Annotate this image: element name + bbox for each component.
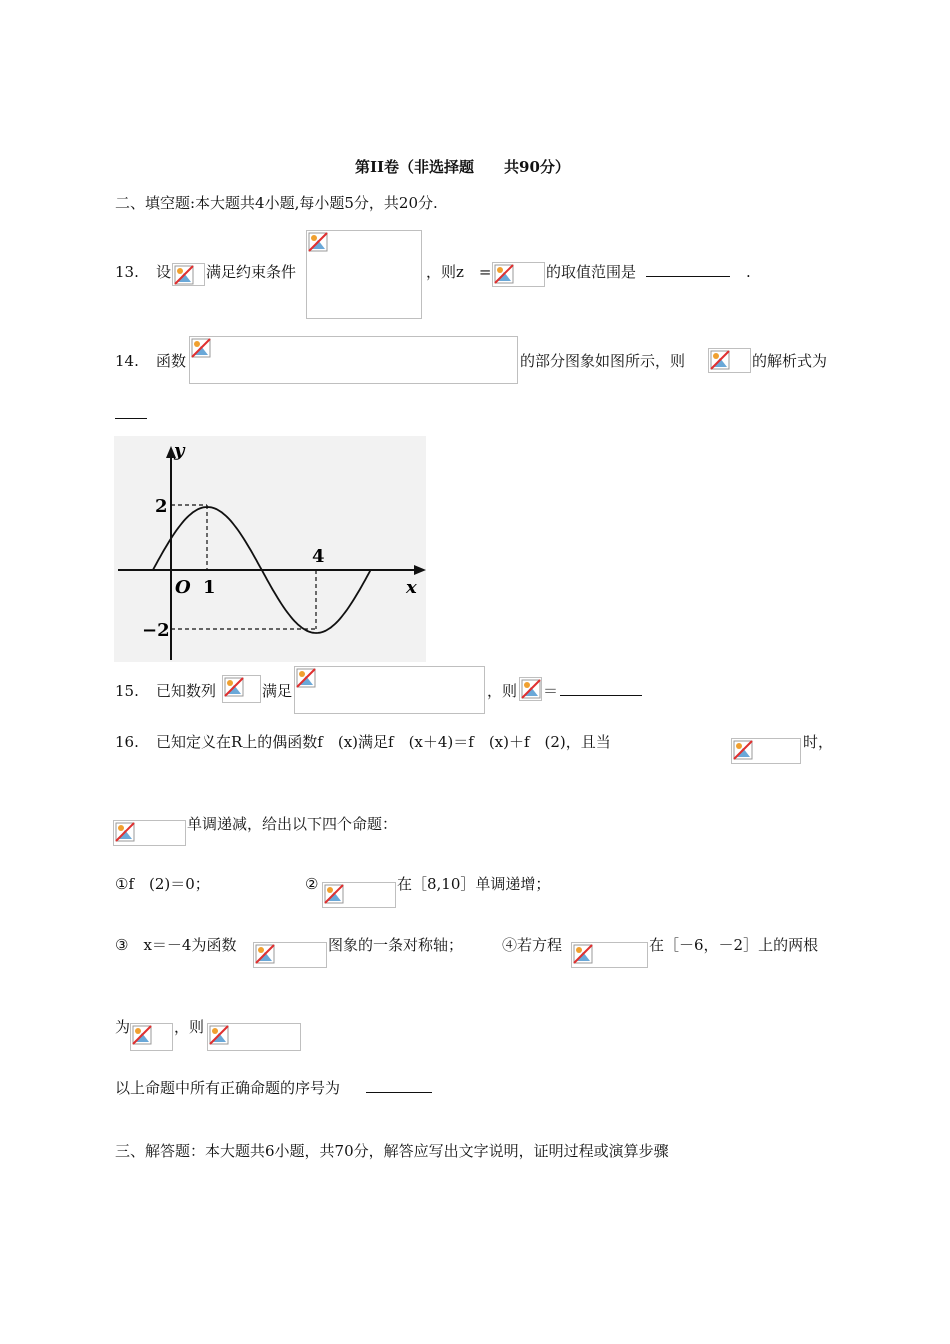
q13-number: 13. [115,263,139,281]
q14-text-3: 的解析式为 [752,352,828,370]
image-placeholder [519,677,542,701]
q14-number: 14. [115,352,139,370]
q13-text-4: 的取值范围是 [546,263,637,281]
q16-prop1: ①f (2)＝0； [115,875,210,893]
broken-image-icon [733,740,753,760]
part3-heading: 三、解答题：本大题共6小题，共70分，解答应写出文字说明，证明过程或演算步骤 [115,1142,669,1160]
q16-line2: 单调递减，给出以下四个命题： [187,815,398,833]
image-placeholder [189,336,518,384]
q13-text-5: . [746,263,751,281]
q16-ask: 以上命题中所有正确命题的序号为 [115,1079,341,1097]
q15-text-1: 已知数列 [156,682,217,700]
image-placeholder [294,666,485,714]
image-placeholder [571,942,648,968]
image-placeholder [222,675,261,703]
q15-answer-blank [560,681,642,701]
q16-prop4-label: ④若方程 [502,936,563,954]
broken-image-icon [174,265,194,285]
q16-prop3: ③ x＝－4为函数 [115,936,237,954]
q13-text-2: 满足约束条件 [206,263,297,281]
q13-text-1: 设 [156,263,172,281]
origin-label: O [175,577,191,598]
broken-image-icon [209,1025,229,1045]
y-axis-label: y [174,440,185,461]
x-axis-label: x [406,577,417,598]
broken-image-icon [132,1025,152,1045]
part2-heading: 二、填空题:本大题共4小题,每小题5分，共20分. [115,194,438,212]
q15-text-3: ，则 [487,682,518,700]
image-placeholder [322,882,396,908]
broken-image-icon [573,944,593,964]
broken-image-icon [494,264,514,284]
image-placeholder [708,348,751,373]
image-placeholder [492,262,545,287]
q14-text-1: 函数 [156,352,187,370]
broken-image-icon [521,679,541,699]
sine-graph [114,436,426,662]
q16-prop2-text: 在［8,10］单调递增； [397,875,551,893]
broken-image-icon [308,232,328,252]
q13-answer-blank [646,262,730,282]
q16-prop2-label: ② [305,875,319,893]
broken-image-icon [224,677,244,697]
q15-number: 15. [115,682,139,700]
image-placeholder [113,820,186,846]
q16-answer-blank [366,1078,432,1098]
broken-image-icon [324,884,344,904]
q15-text-2: 满足 [262,682,293,700]
image-placeholder [130,1023,173,1051]
q15-text-4: ＝ [543,682,559,700]
q16-roots-text-1: 为 [115,1018,131,1036]
broken-image-icon [191,338,211,358]
y-tick-neg2: −2 [142,620,170,641]
q16-roots-text-2: ，则 [174,1018,205,1036]
image-placeholder [253,942,327,968]
q16-number: 16. [115,733,139,751]
q16-line1: 已知定义在R上的偶函数f (x)满足f (x＋4)＝f (x)＋f (2)，且当 [156,733,611,751]
y-tick-2: 2 [155,496,168,517]
image-placeholder [731,738,801,764]
section-title: 第II卷（非选择题 共90分） [355,158,570,176]
q16-prop3-end: 图象的一条对称轴； [328,936,464,954]
q13-text-3: ，则z = [426,263,492,281]
image-placeholder [306,230,422,319]
broken-image-icon [296,668,316,688]
q14-answer-blank [115,404,147,424]
q14-text-2: 的部分图象如图所示，则 [520,352,686,370]
broken-image-icon [115,822,135,842]
broken-image-icon [710,350,730,370]
x-tick-1: 1 [203,577,216,598]
broken-image-icon [255,944,275,964]
q16-line1-end: 时， [803,733,834,751]
q16-prop4-text: 在［－6，－2］上的两根 [649,936,819,954]
image-placeholder [172,263,205,286]
image-placeholder [207,1023,301,1051]
x-tick-4: 4 [312,546,325,567]
